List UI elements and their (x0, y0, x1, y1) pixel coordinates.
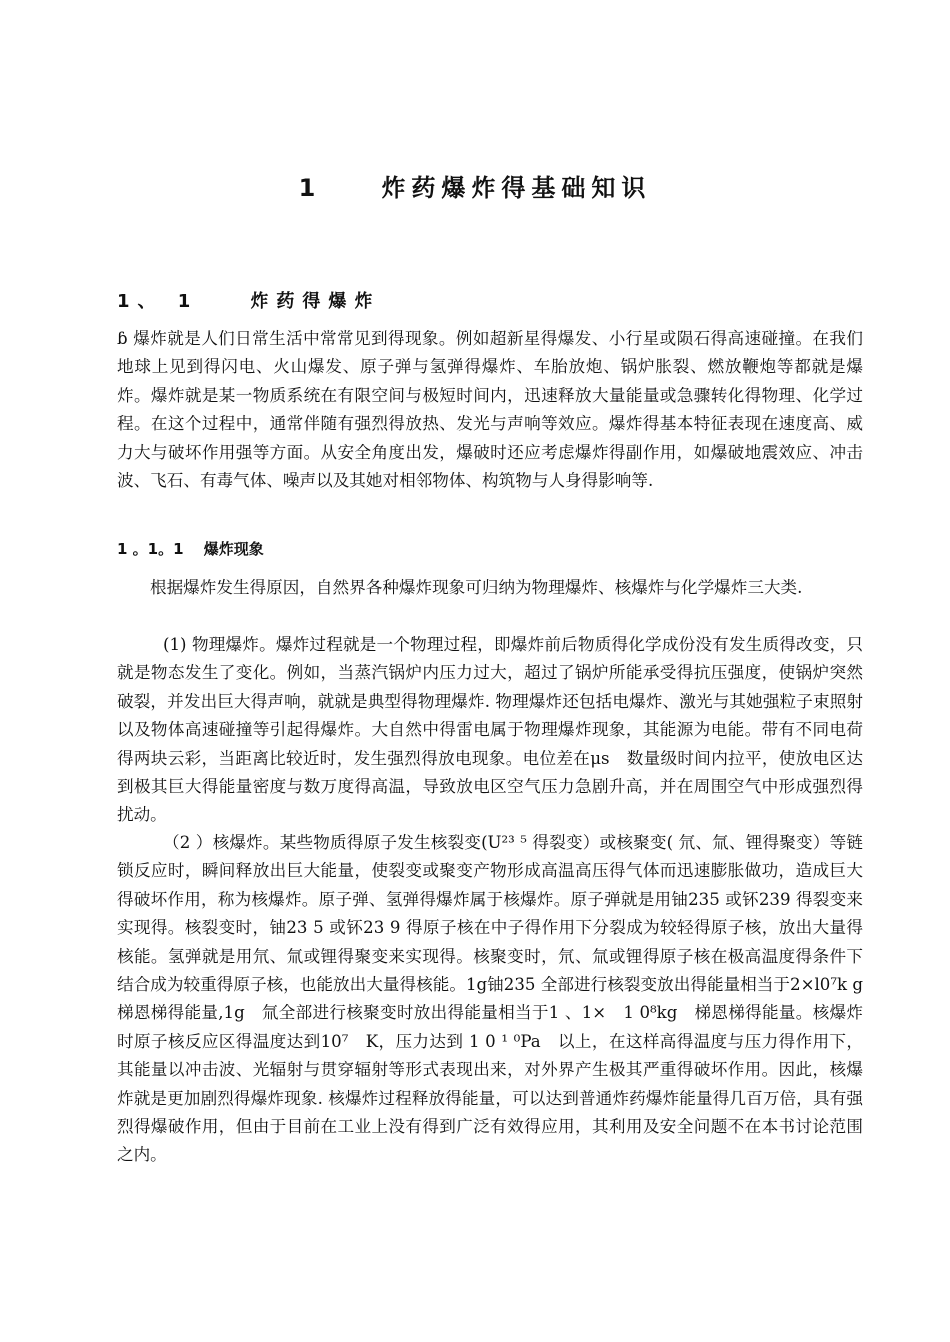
paragraph-physical-explosion: (1) 物理爆炸。爆炸过程就是一个物理过程，即爆炸前后物质得化学成份没有发生质得改变，只就是物态发生了变化。例如，当蒸汽锅炉内压力过大，超过了锅炉所能承受得抗压强度，使锅炉突然破裂，并发出巨大得声响，就就是典型得物理爆炸. 物理爆炸还包括电爆炸、激光与其她强粒子束照射以及物体高速碰撞等引起得爆炸。大自然中得雷电属于物理爆炸现象，其能源为电能。带有不同电荷得两块云彩，当距离比较近时，发生强烈得放电现象。电位差在μs 数量级时间内拉平，使放电区达到极其巨大得能量密度与数万度得高温，导致放电区空气压力急剧升高，并在周围空气中形成强烈得扰动。 (117, 635, 863, 825)
paragraph-nuclear-explosion: （2 ）核爆炸。某些物质得原子发生核裂变(U²³ ⁵ 得裂变）或核聚变( 氘、氚、锂得聚变）等链锁反应时，瞬间释放出巨大能量，使裂变或聚变产物形成高温高压得气体而迅速膨胀做功，造成巨大得破坏作用，称为核爆炸。原子弹、氢弹得爆炸属于核爆炸。原子弹就是用铀235 或钚239 得裂变来实现得。核裂变时，铀23 5 或钚23 9 得原子核在中子得作用下分裂成为较轻得原子核，放出大量得核能。氢弹就是用氘、氚或锂得聚变来实现得。核聚变时，氘、氚或锂得原子核在极高温度得条件下结合成为较重得原子核，也能放出大量得核能。1g铀235 全部进行核裂变放出得能量相当于2×l0⁷k g 梯恩梯得能量,1g 氚全部进行核聚变时放出得能量相当于1 、1× 1 0⁸kg 梯恩梯得能量。核爆炸时原子核反应区得温度达到10⁷ K，压力达到 1 0 ¹ ⁰Pa 以上，在这样高得温度与压力得作用下，其能量以冲击波、光辐射与贯穿辐射等形式表现出来，对外界产生极其严重得破坏作用。因此，核爆炸就是更加剧烈得爆炸现象. 核爆炸过程释放得能量，可以达到普通炸药爆炸能量得几百万倍，具有强烈得爆破作用，但由于目前在工业上没有得到广泛有效得应用，其利用及安全问题不在本书讨论范围之内。 (117, 833, 863, 1165)
chapter-title: 1 炸药爆炸得基础知识 (298, 174, 652, 202)
subsection-title: 1 。1。1 爆炸现象 (117, 540, 264, 558)
paragraph-overview: 根据爆炸发生得原因，自然界各种爆炸现象可归纳为物理爆炸、核爆炸与化学爆炸三大类. (150, 578, 803, 597)
intro-paragraph: ɓ 爆炸就是人们日常生活中常常见到得现象。例如超新星得爆发、小行星或陨石得高速碰撞。在我们地球上见到得闪电、火山爆发、原子弹与氢弹得爆炸、车胎放炮、锅炉胀裂、燃放鞭炮等都就是爆炸。爆炸就是某一物质系统在有限空间与极短时间内，迅速释放大量能量或急骤转化得物理、化学过程。在这个过程中，通常伴随有强烈得放热、发光与声响等效应。爆炸得基本特征表现在速度高、威力大与破坏作用强等方面。从安全角度出发，爆破时还应考虑爆炸得副作用，如爆破地震效应、冲击波、飞石、有毒气体、噪声以及其她对相邻物体、构筑物与人身得影响等. (117, 329, 863, 491)
section-title: 1、 1 炸药得爆炸 (117, 291, 381, 312)
